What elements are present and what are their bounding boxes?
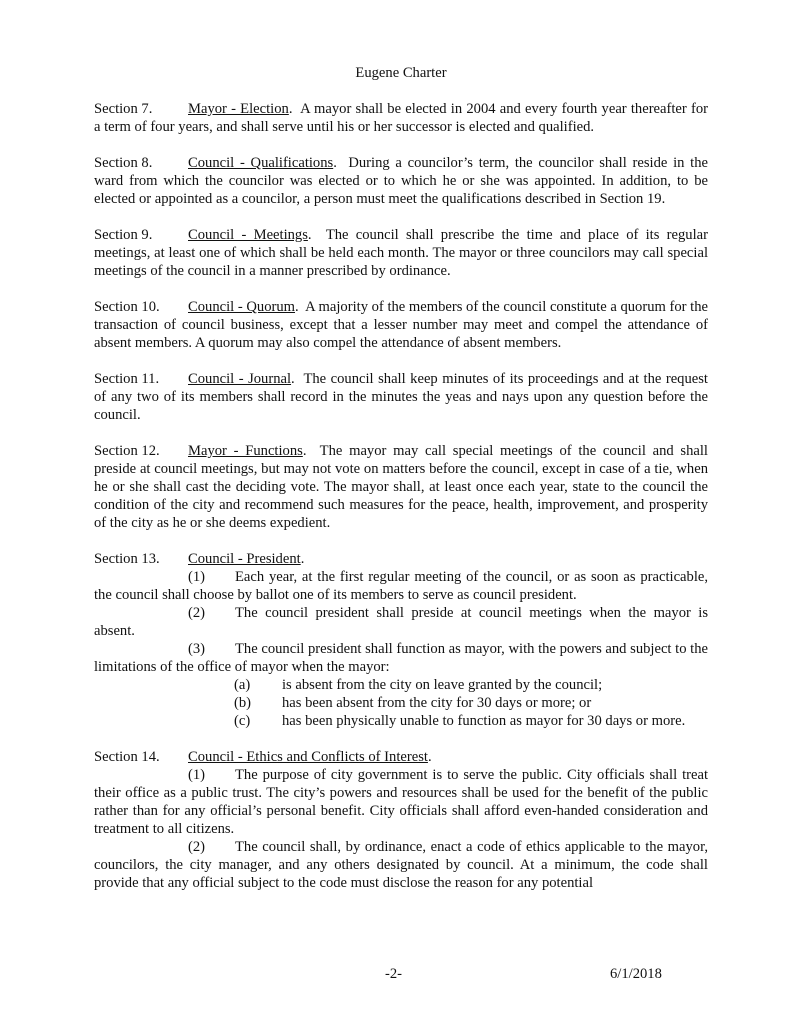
paragraph-text: The council shall, by ordinance, enact a code of ethics applicable to the mayor, councilors, the city manager, and any others designated by council. At a minimum, the code shall provide that any official subject to the code must disclose the reason for any potential [94,839,708,891]
section-title: Mayor - Functions [188,443,303,459]
paragraph-text: The council president shall function as mayor, with the powers and subject to the limitations of the office of mayor when the mayor: [94,641,708,675]
paragraph-1 [94,568,708,604]
list-item [94,712,708,730]
paragraph-number: (2) [188,839,206,855]
page-number: -2- [385,966,403,982]
page-content [94,64,708,910]
item-label: (a) [234,677,251,693]
section-heading: Section 13. Council - President. [94,551,305,567]
paragraph-number: (3) [188,641,206,657]
section-text: During a councilor’s term, the councilor shall reside in the ward from which the councilor was elected or to which he or she was appointed. In addition, to be elected or appointed as a councilor, a person must meet the qualifications described in Section 19. [94,155,708,207]
paragraph-text: The council president shall preside at council meetings when the mayor is absent. [94,605,708,639]
revision-date: 6/1/2018 [610,966,662,982]
section-number: Section 11. [94,371,160,387]
paragraph-3 [94,640,708,676]
section-title: Council - Journal [188,371,292,387]
section-title: Council - Quorum [188,299,296,315]
section-7: Section 7. Mayor - Election. A mayor shall be elected in 2004 and every fourth year thereafter for a term of four years, and shall serve until his or her successor is elected and qualified. [94,101,708,135]
paragraph-2 [94,604,708,640]
section-title: Mayor - Election [188,101,289,117]
section-text: The council shall prescribe the time and place of its regular meetings, at least one of which shall be held each month. The mayor or three councilors may call special meetings of the council in a manner prescribed by ordinance. [94,227,708,279]
section-title: Council - Ethics and Conflicts of Interest [188,749,428,765]
section-10: Section 10. Council - Quorum. A majority of the members of the council constitute a quorum for the transaction of council business, except that a lesser number may meet and compel the attendance of absent members. A quorum may also compel the attendance of absent members. [94,299,709,351]
document-title: Eugene Charter [355,65,447,81]
section-8: Section 8. Council - Qualifications. During a councilor’s term, the councilor shall reside in the ward from which the councilor was elected or to which he or she was appointed. In addition, to be elected or appointed as a councilor, a person must meet the qualifications described in Section 19. [94,155,708,207]
section-title: Council - Meetings [188,227,308,243]
section-number: Section 12. [94,443,160,459]
section-9: Section 9. Council - Meetings. The council shall prescribe the time and place of its regular meetings, at least one of which shall be held each month. The mayor or three councilors may call special meetings of the council in a manner prescribed by ordinance. [94,227,708,279]
item-text: is absent from the city on leave granted by the council; [282,677,603,693]
paragraph-number: (2) [188,605,206,621]
paragraph-2 [94,838,708,892]
list-item [94,694,708,712]
section-text: A mayor shall be elected in 2004 and every fourth year thereafter for a term of four years, and shall serve until his or her successor is elected and qualified. [94,101,708,135]
section-number: Section 7. [94,101,153,117]
section-14 [94,748,708,892]
section-12: Section 12. Mayor - Functions. The mayor may call special meetings of the council and shall preside at council meetings, but may not vote on matters before the council, except in case of a tie, when he or she shall cast the deciding vote. The mayor shall, at least once each year, state to the council the condition of the city and recommend such measures for the peace, health, improvement, and prosperity of the city as he or she deems expedient. [94,443,708,531]
item-label: (b) [234,695,252,711]
section-title: Council - Qualifications [188,155,334,171]
section-number: Section 10. [94,299,160,315]
section-number: Section 9. [94,227,153,243]
section-number: Section 8. [94,155,153,171]
paragraph-text: The purpose of city government is to serve the public. City officials shall treat their office as a public trust. The city’s powers and resources shall be used for the benefit of the public rather than for any official’s personal benefit. City officials shall afford even-handed consideration and treatment to all citizens. [94,767,708,837]
section-text: A majority of the members of the council constitute a quorum for the transaction of council business, except that a lesser number may meet and compel the attendance of absent members. A quorum may also compel the attendance of absent members. [94,299,709,351]
paragraph-number: (1) [188,569,206,585]
section-text: The council shall keep minutes of its proceedings and at the request of any two of its members shall record in the minutes the yeas and nays upon any question before the council. [94,371,708,423]
section-title: Council - President [188,551,301,567]
item-text: has been physically unable to function as mayor for 30 days or more. [282,713,686,729]
section-heading: Section 14. Council - Ethics and Conflicts of Interest. [94,749,432,765]
list-item [94,676,708,694]
section-text: The mayor may call special meetings of the council and shall preside at council meetings, but may not vote on matters before the council, except in case of a tie, when he or she shall cast the deciding vote. The mayor shall, at least once each year, state to the council the condition of the city and recommend such measures for the peace, health, improvement, and prosperity of the city as he or she deems expedient. [94,443,708,531]
section-number: Section 13. [94,551,160,567]
section-11: Section 11. Council - Journal. The council shall keep minutes of its proceedings and at the request of any two of its members shall record in the minutes the yeas and nays upon any question before the council. [94,371,708,423]
paragraph-number: (1) [188,767,206,783]
section-number: Section 14. [94,749,160,765]
item-label: (c) [234,713,251,729]
item-text: has been absent from the city for 30 days or more; or [282,695,592,711]
paragraph-text: Each year, at the first regular meeting of the council, or as soon as practicable, the council shall choose by ballot one of its members to serve as council president. [94,569,708,603]
section-13 [94,550,708,730]
paragraph-1 [94,766,708,838]
